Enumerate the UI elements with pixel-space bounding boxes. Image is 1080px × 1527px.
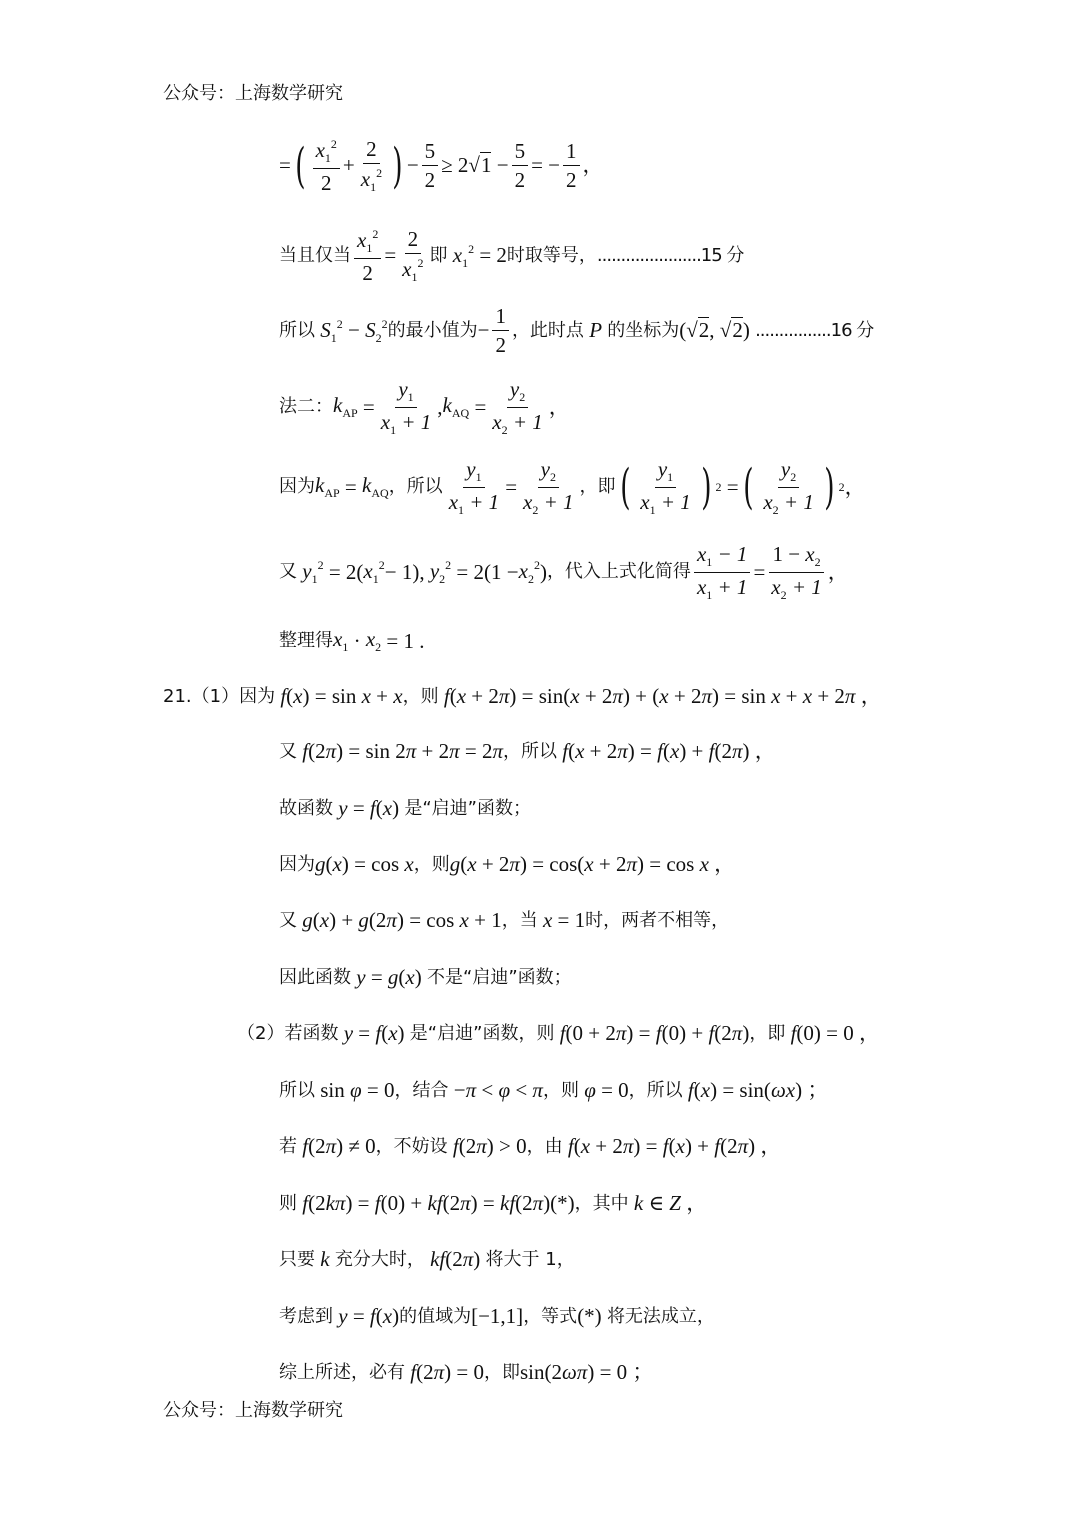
formula-line-19: 综上所述，必有 f(2π) = 0 ，即 sin(2ωπ) = 0 ；	[279, 1360, 654, 1384]
text-span: 当且仅当	[279, 244, 351, 266]
text-span: 的坐标为	[607, 319, 680, 341]
text-span: 是“启迪”函数；	[404, 797, 531, 819]
text-span: ，即	[579, 476, 616, 498]
text-span: 因为	[279, 476, 315, 498]
formula-line-11: 又 g(x) + g(2π) = cos x + 1 ，当 x = 1 时，两者不相等，	[279, 908, 730, 932]
text-span: 又	[279, 909, 297, 931]
score-marker: ................16 分	[755, 319, 874, 341]
slope-equal-line: 因为 $k_{AP}$ = $k_{AQ}$ ，所以 $\frac{y_1}{x_1 + 1}$ = $\frac{y_2}{x_2 + 1}$ ，即 ( $\frac{y_1}{x_1 + 1}$ ) 2 = ( $\frac{y_2}{x_2 + 1}$ ) 2 ，	[279, 457, 866, 517]
text-span: 即	[429, 244, 448, 266]
text-span: 法二：	[279, 396, 333, 418]
formula-line-17: 只要 k 充分大时， kf(2π) 将大于 1，	[279, 1247, 575, 1271]
text-span: ，则	[402, 685, 439, 707]
substitution-line: 又 $y_1^2$ = 2( $x_1^2$ − 1), $y_2^2$ = 2(1 − $x_2^2$ ) ，代入上式化简得 $\frac{x_1 - 1}{x_1 + 1}$ = $\frac{1 - x_2}{x_2 + 1}$ ，	[279, 542, 849, 602]
text-span: ，即	[483, 1361, 520, 1383]
text-span: ，其中	[574, 1192, 629, 1214]
formula-line-14: 所以 sin φ = 0 ，结合 −π < φ < π ，则 φ = 0 ，所以 f(x) = sin(ωx) ；	[279, 1078, 829, 1102]
text-span: 的值域为	[399, 1305, 472, 1327]
formula-line-15: 若 f(2π) ≠ 0 ，不妨设 f(2π) > 0 ，由 f(x + 2π) = f(x) + f(2π) ，	[279, 1134, 782, 1158]
text-span: 又	[279, 740, 297, 762]
text-span: 故函数	[279, 797, 333, 819]
text-span: ，则	[542, 1079, 579, 1101]
formula-line-9: 故函数 y = f(x) 是“启迪”函数；	[279, 796, 531, 820]
text-span: ，由	[526, 1135, 563, 1157]
page-header: 公众号：上海数学研究	[163, 83, 343, 104]
text-span: ，则	[413, 853, 450, 875]
text-span: 考虑到	[279, 1305, 333, 1327]
formula-line-16: 则 f(2kπ) = f(0) + kf(2π) = kf(2π)(*) ，其中 k ∈ Z ，	[279, 1191, 708, 1215]
formula-line-10: 因为 g(x) = cos x ，则 g(x + 2π) = cos(x + 2π) = cos x ，	[279, 852, 736, 876]
text-span: ，代入上式化简得	[546, 561, 691, 583]
text-span: ，即	[749, 1022, 786, 1044]
text-span: ，所以	[503, 740, 557, 762]
text-span: 充分大时，	[334, 1248, 425, 1270]
text-span: 的最小值为	[387, 319, 478, 341]
product-result-line: 整理得 $x_1$ · $x_2$ = 1 .	[279, 627, 425, 654]
text-span: ，所以	[628, 1079, 683, 1101]
text-span: ，结合	[394, 1079, 449, 1101]
text-span: 是“启迪”函数，则	[409, 1022, 555, 1044]
method-two-line: 法二： $k_{AP}$ = $\frac{y_1}{x_1 + 1}$ , $k_{AQ}$ = $\frac{y_2}{x_2 + 1}$ ，	[279, 377, 570, 437]
text-span: 只要	[279, 1248, 315, 1270]
formula-line-8: 又 f(2π) = sin 2π + 2π = 2π ，所以 f(x + 2π) = f(x) + f(2π) ，	[279, 739, 776, 763]
text-span: 所以	[279, 319, 315, 341]
minimum-value-line: 所以 $S_1^2$ − $S_2^2$ 的最小值为 − $\frac{1}{2}$ ，此时点 P 的坐标为 (√2, √2) ................16 分	[279, 304, 874, 358]
page-footer: 公众号：上海数学研究	[163, 1400, 343, 1421]
text-span: 又	[279, 561, 297, 583]
text-span: 整理得	[279, 630, 333, 651]
text-span: ，当	[501, 909, 538, 931]
text-span: 21.（1）因为	[163, 685, 276, 707]
text-span: 时取等号，	[506, 244, 597, 266]
text-span: 因此函数	[279, 966, 351, 988]
text-span: 将无法成立，	[606, 1305, 715, 1327]
text-span: 综上所述，必有	[279, 1361, 405, 1383]
text-span: 则	[279, 1192, 297, 1214]
text-span: ，此时点	[511, 319, 584, 341]
text-span: 时，两者不相等，	[585, 909, 730, 931]
formula-line-1: = ( $\frac{x_1^2}{2}$ + $\frac{2}{x_1^2}$ ) − $\frac{5}{2}$ ≥ 2√1 − $\frac{5}{2}$ = − $\frac{1}{2}$ ，	[279, 137, 604, 195]
text-span: 不是“启迪”函数；	[427, 966, 572, 988]
formula-line-12: 因此函数 y = g(x) 不是“启迪”函数；	[279, 965, 572, 989]
formula-line-18: 考虑到 y = f(x) 的值域为 [−1,1] ，等式 (*) 将无法成立，	[279, 1304, 715, 1328]
equality-condition-line: 当且仅当 $\frac{x_1^2}{2}$ = $\frac{2}{x_1^2}$ 即 $x_1^2$ = 2 时取等号， ......................15 分	[279, 227, 744, 285]
text-span: ，所以	[388, 476, 443, 498]
part-2-line: （2）若函数 y = f(x) 是“启迪”函数，则 f(0 + 2π) = f(0) + f(2π) ，即 f(0) = 0 ，	[237, 1021, 881, 1045]
score-marker: ......................15 分	[596, 244, 744, 266]
question-21-line: 21.（1）因为 f(x) = sin x + x ，则 f(x + 2π) = sin(x + 2π) + (x + 2π) = sin x + x + 2π ，	[163, 684, 882, 708]
text-span: 所以	[279, 1079, 315, 1101]
text-span: 将大于 1，	[485, 1248, 575, 1270]
text-span: 若	[279, 1135, 297, 1157]
text-span: ，等式	[523, 1305, 578, 1327]
text-span: 因为	[279, 853, 315, 875]
text-span: ，不妨设	[375, 1135, 448, 1157]
text-span: （2）若函数	[237, 1022, 339, 1044]
